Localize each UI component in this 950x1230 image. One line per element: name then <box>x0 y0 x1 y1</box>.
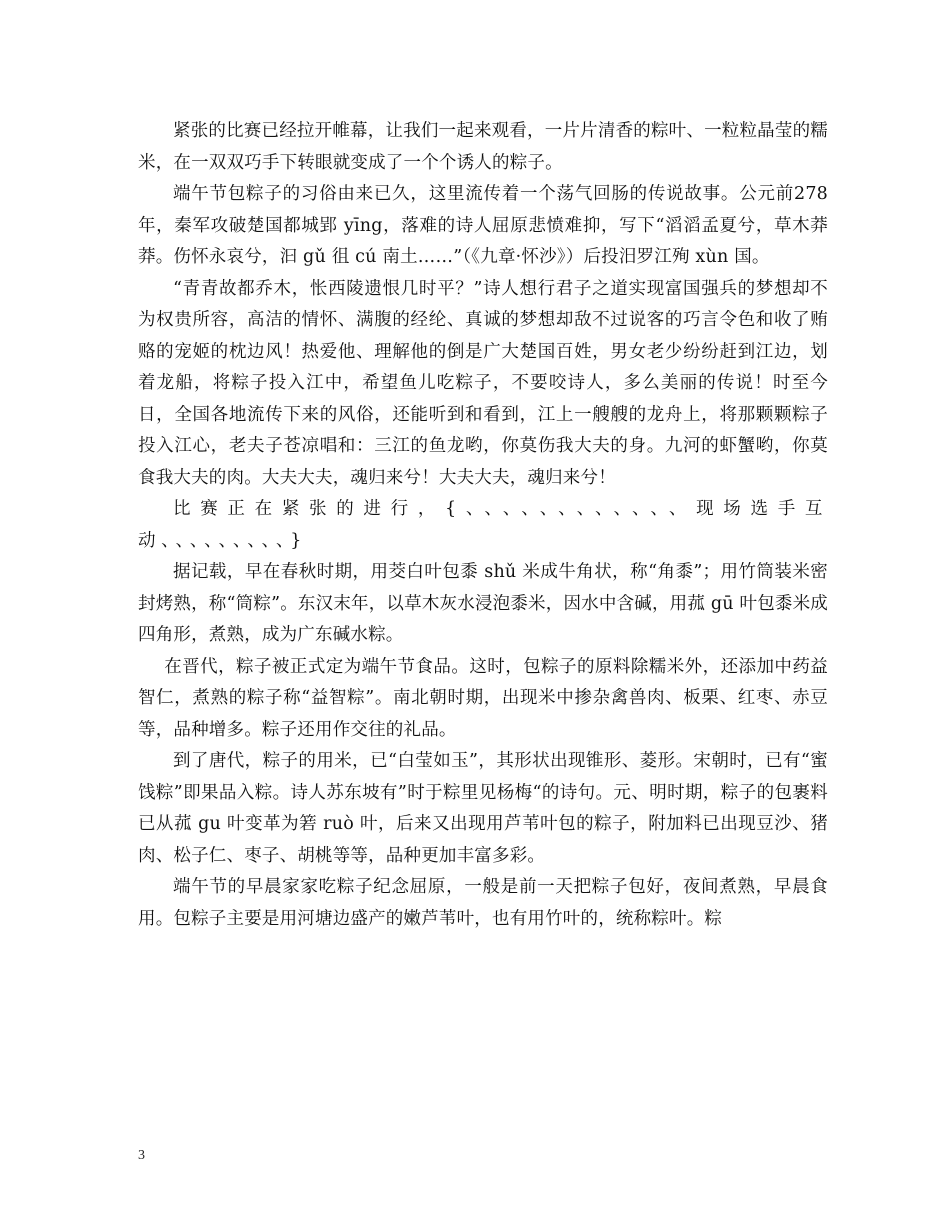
paragraph-qu-yuan-poem: “青青故都乔木，怅西陵遗恨几时平？”诗人想行君子之道实现富国强兵的梦想却不为权贵所容，高洁的情怀、满腹的经纶、真诚的梦想却敌不过说客的巧言令色和收了贿赂的宠姬的枕边风！热爱他、理解他的倒是广大楚国百姓，男女老少纷纷赶到江边，划着龙船，将粽子投入江中，希望鱼儿吃粽子，不要咬诗人，多么美丽的传说！时至今日，全国各地流传下来的风俗，还能听到和看到，江上一艘艘的龙舟上，将那颗颗粽子投入江心，老夫子苍凉唱和：三江的鱼龙哟，你莫伤我大夫的身。九河的虾蟹哟，你莫食我大夫的肉。大夫大夫，魂归来兮！大夫大夫，魂归来兮！ <box>138 278 828 488</box>
paragraph-jin-dynasty: 在晋代，粽子被正式定为端午节食品。这时，包粽子的原料除糯米外，还添加中药益智仁，煮熟的粽子称“益智粽”。南北朝时期，出现米中掺杂禽兽肉、板栗、红枣、赤豆等，品种增多。粽子还用作交往的礼品。 <box>138 656 828 740</box>
paragraph-historical-records: 据记载，早在春秋时期，用茭白叶包黍 shǔ 米成牛角状，称“角黍”；用竹筒装米密封烤熟，称“筒粽”。东汉末年，以草木灰水浸泡黍米，因水中含碱，用菰 gū 叶包黍米成四角形，煮熟，成为广东碱水粽。 <box>138 562 828 645</box>
paragraph-contest-interaction: 比赛正在紧张的进行，{、、、、、、、、、、、、现场选手互动、、、、、、、、、} <box>138 499 828 551</box>
paragraph-match-opening: 紧张的比赛已经拉开帷幕，让我们一起来观看，一片片清香的粽叶、一粒粒晶莹的糯米，在一双双巧手下转眼就变成了一个个诱人的粽子。 <box>138 121 828 173</box>
page-number: 3 <box>138 1148 145 1163</box>
paragraph-tang-song-yuan-ming: 到了唐代，粽子的用米，已“白莹如玉”，其形状出现锥形、菱形。宋朝时，已有“蜜饯粽”即果品入粽。诗人苏东坡有”时于粽里见杨梅“的诗句。元、明时期，粽子的包裹料已从菰 gu 叶变革为箬 ruò 叶，后来又出现用芦苇叶包的粽子，附加料已出现豆沙、猪肉、松子仁、枣子、胡桃等等，品种更加丰富多彩。 <box>138 751 828 866</box>
paragraph-dragon-boat-morning: 端午节的早晨家家吃粽子纪念屈原，一般是前一天把粽子包好，夜间煮熟，早晨食用。包粽子主要是用河塘边盛产的嫩芦苇叶，也有用竹叶的，统称粽叶。粽 <box>138 877 828 929</box>
document-body <box>138 116 828 935</box>
paragraph-legend-origin: 端午节包粽子的习俗由来已久，这里流传着一个荡气回肠的传说故事。公元前278年，秦军攻破楚国都城郢 yīng，落难的诗人屈原悲愤难抑，写下“滔滔孟夏兮，草木莽莽。伤怀永哀兮，汩 gǔ 徂 cú 南土……”（《九章·怀沙》）后投汨罗江殉 xùn 国。 <box>138 184 828 267</box>
